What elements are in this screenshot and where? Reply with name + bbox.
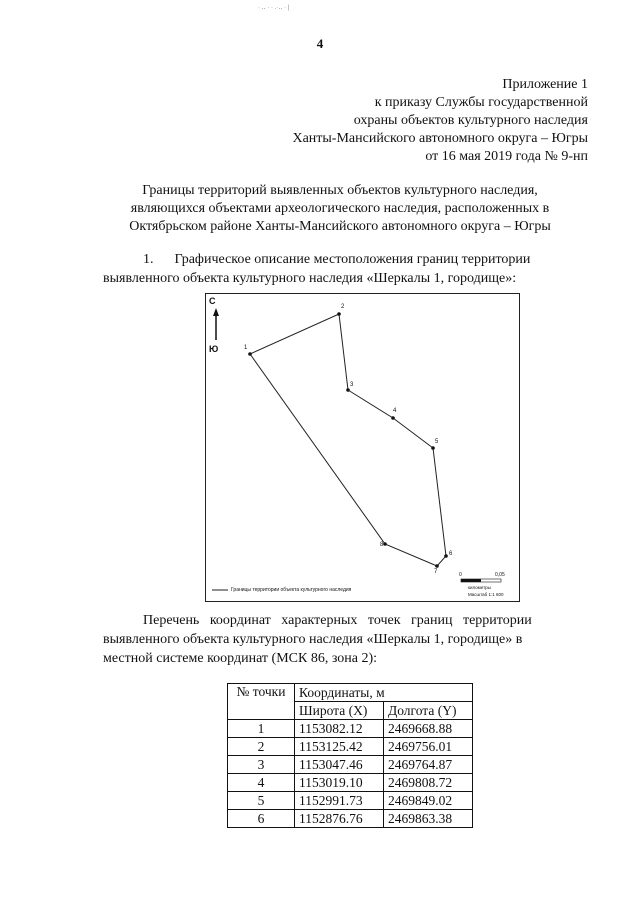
- header-line-2: к приказу Службы государственной: [374, 95, 588, 110]
- coordinates-table: [227, 683, 473, 828]
- latitude-value: 1153019.10: [295, 774, 384, 792]
- title-line-2: являющихся объектами археологического наследия, расположенных в: [130, 201, 550, 216]
- boundary-map: [205, 293, 520, 602]
- latitude-value: 1152876.76: [295, 810, 384, 828]
- longitude-value: 2469668.88: [384, 720, 473, 738]
- table-header-row: [228, 684, 473, 702]
- boundary-point-7: [435, 564, 439, 568]
- point-label-4: 4: [393, 408, 397, 414]
- title-line-3: Октябрьском районе Ханты-Мансийского автономного округа – Югры: [129, 219, 551, 234]
- table-row: [228, 792, 473, 810]
- boundary-point-5: [431, 446, 435, 450]
- point-number: 6: [228, 810, 295, 828]
- page-number: 4: [316, 36, 324, 51]
- point-number: 1: [228, 720, 295, 738]
- point-number: 5: [228, 792, 295, 810]
- section1-line-1: 1. Графическое описание местоположения границ территории: [143, 252, 531, 267]
- header-line-4: Ханты-Мансийского автономного округа – Югры: [292, 131, 588, 146]
- boundary-line: [250, 314, 446, 566]
- point-label-7: 7: [434, 569, 438, 575]
- boundary-point-1: [248, 352, 252, 356]
- map-legend-text: Границы территории объекта культурного наследия: [231, 587, 352, 593]
- boundary-point-4: [391, 416, 395, 420]
- boundary-point-2: [337, 312, 341, 316]
- header-point-number: № точки: [228, 684, 295, 720]
- scale-ratio: Масштаб 1:1 600: [468, 592, 504, 597]
- point-label-2: 2: [341, 304, 345, 310]
- point-number: 4: [228, 774, 295, 792]
- boundary-point-8: [383, 542, 387, 546]
- table-row: [228, 738, 473, 756]
- latitude-value: 1153047.46: [295, 756, 384, 774]
- scale-end: 0,05: [495, 572, 505, 578]
- boundary-point-3: [346, 388, 350, 392]
- north-arrowhead-icon: [213, 308, 219, 316]
- coords-intro-line-2: выявленного объекта культурного наследия «Шеркалы 1, городище» в: [103, 632, 523, 647]
- boundary-map-drawing: [206, 294, 519, 601]
- boundary-point-6: [444, 554, 448, 558]
- header-line-5: от 16 мая 2019 года № 9-нп: [425, 149, 588, 164]
- header-line-3: охраны объектов культурного наследия: [353, 113, 588, 128]
- point-number: 2: [228, 738, 295, 756]
- latitude-value: 1153125.42: [295, 738, 384, 756]
- north-label: С: [209, 296, 216, 306]
- point-label-6: 6: [449, 551, 453, 557]
- header-latitude: Широта (X): [295, 702, 384, 720]
- coords-intro-line-3: местной системе координат (МСК 86, зона 2):: [103, 651, 378, 666]
- point-number: 3: [228, 756, 295, 774]
- header-coordinates: Координаты, м: [295, 684, 473, 702]
- title-line-1: Границы территорий выявленных объектов культурного наследия,: [142, 183, 538, 198]
- scale-bar-fill: [461, 579, 481, 582]
- point-label-1: 1: [244, 345, 248, 351]
- table-row: [228, 756, 473, 774]
- longitude-value: 2469808.72: [384, 774, 473, 792]
- south-label: Ю: [209, 344, 219, 354]
- scan-artifact: · ‥ · · .·‥ · |: [258, 5, 290, 11]
- longitude-value: 2469863.38: [384, 810, 473, 828]
- point-label-5: 5: [435, 439, 439, 445]
- latitude-value: 1153082.12: [295, 720, 384, 738]
- scale-zero: 0: [459, 572, 462, 578]
- point-label-8: 8: [380, 542, 384, 548]
- table-row: [228, 720, 473, 738]
- section1-line-2: выявленного объекта культурного наследия «Шеркалы 1, городище»:: [103, 271, 517, 286]
- table-row: [228, 774, 473, 792]
- longitude-value: 2469849.02: [384, 792, 473, 810]
- latitude-value: 1152991.73: [295, 792, 384, 810]
- scale-unit: километры: [468, 585, 491, 590]
- header-longitude: Долгота (Y): [384, 702, 473, 720]
- boundary-points: [248, 312, 448, 568]
- header-line-1: Приложение 1: [502, 77, 588, 92]
- coords-intro-line-1: Перечень координат характерных точек границ территории: [143, 613, 532, 628]
- longitude-value: 2469756.01: [384, 738, 473, 756]
- table-row: [228, 810, 473, 828]
- point-label-3: 3: [350, 382, 354, 388]
- longitude-value: 2469764.87: [384, 756, 473, 774]
